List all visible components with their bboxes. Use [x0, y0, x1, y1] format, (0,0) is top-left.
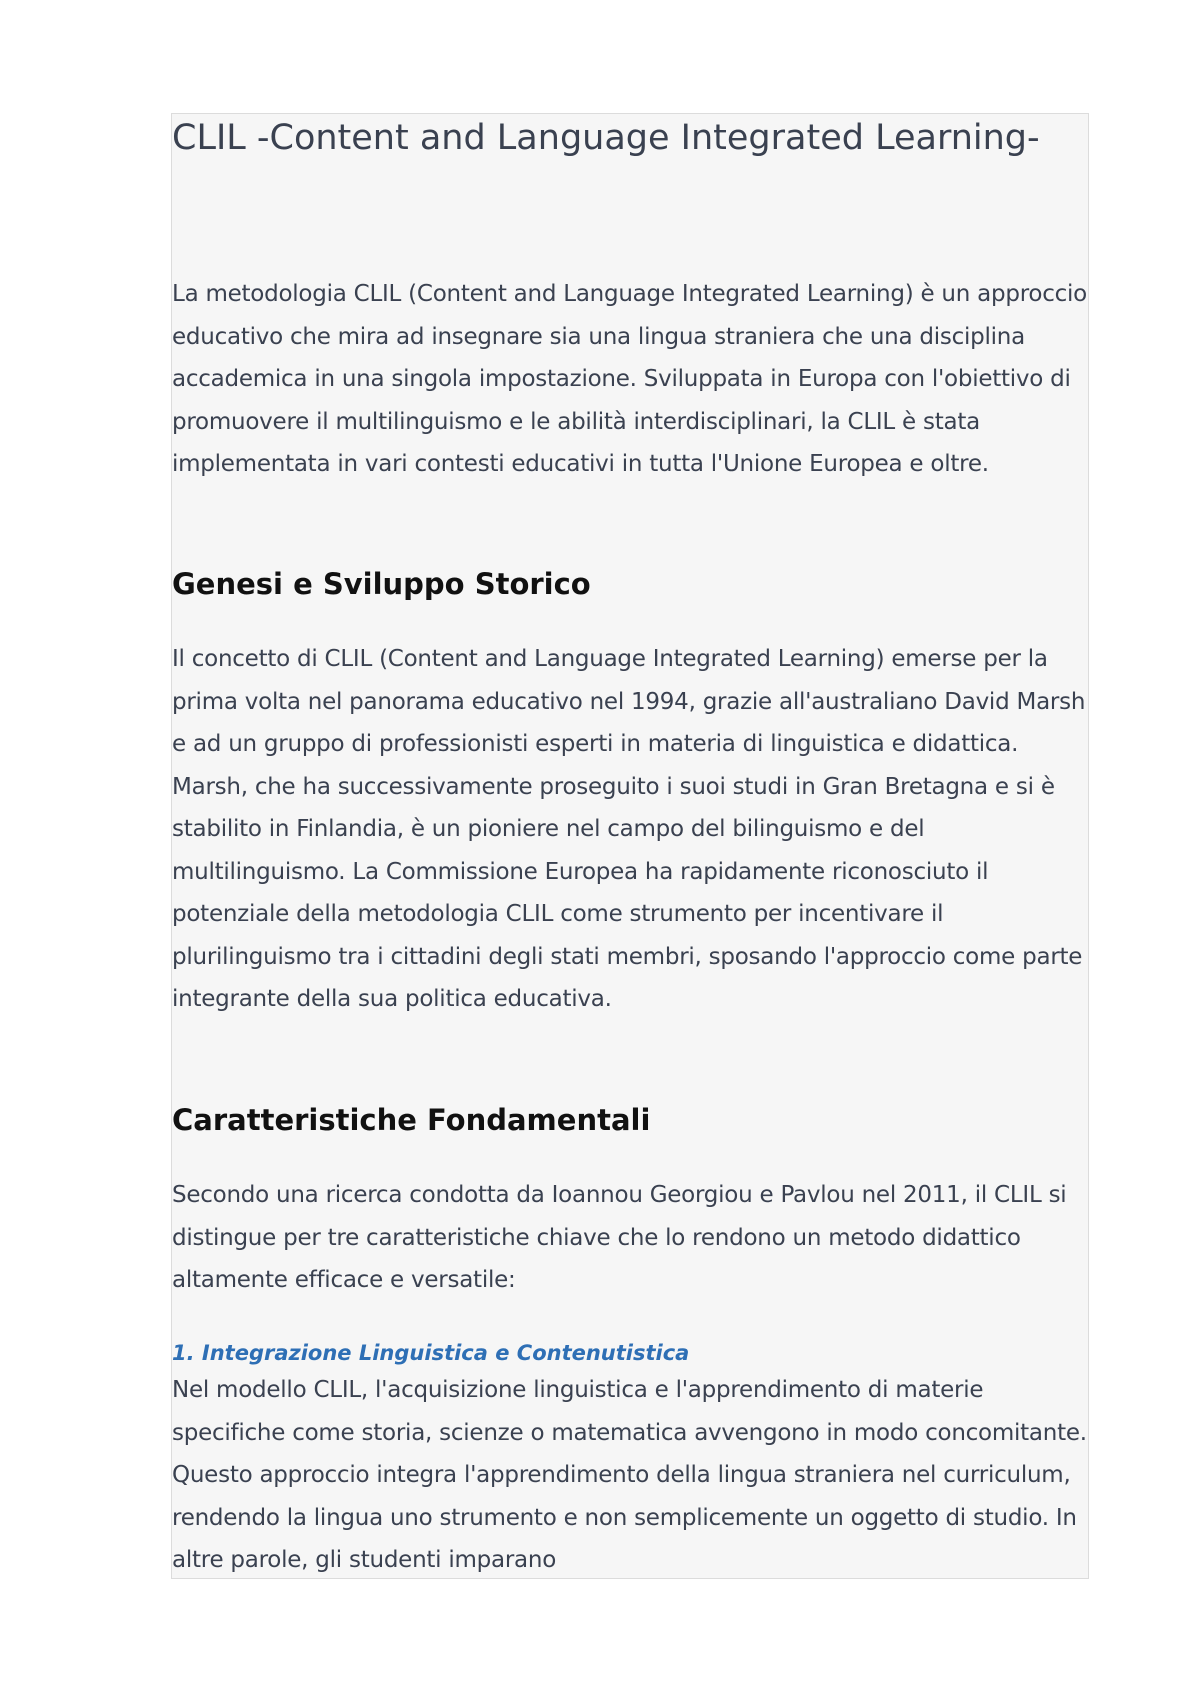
subsection-heading-integrazione: 1. Integrazione Linguistica e Contenutistica: [172, 1341, 690, 1365]
section-heading-genesi: Genesi e Sviluppo Storico: [172, 567, 591, 601]
document-title: CLIL -Content and Language Integrated Learning-: [172, 118, 1040, 158]
section-paragraph-caratteristiche: Secondo una ricerca condotta da Ioannou Georgiou e Pavlou nel 2011, il CLIL si distingue per tre caratteristiche chiave che lo rendono un metodo didattico altamente efficace e versatile:: [172, 1182, 1067, 1293]
subsection-paragraph-integrazione: Nel modello CLIL, l'acquisizione linguistica e l'apprendimento di materie specifiche come storia, scienze o matematica avvengono in modo concomitante. Questo approccio integra l'apprendimento della lingua straniera nel curriculum, rendendo la lingua uno strumento e non semplicemente un oggetto di studio. In altre parole, gli studenti imparano: [172, 1377, 1087, 1573]
section-heading-caratteristiche: Caratteristiche Fondamentali: [172, 1103, 651, 1137]
intro-paragraph: La metodologia CLIL (Content and Language Integrated Learning) è un approccio educativo che mira ad insegnare sia una lingua straniera che una disciplina accademica in una singola impostazione. Sviluppata in Europa con l'obiettivo di promuovere il multilinguismo e le abilità interdisciplinari, la CLIL è stata implementata in vari contesti educativi in tutta l'Unione Europea e oltre.: [172, 281, 1087, 477]
section-paragraph-genesi: Il concetto di CLIL (Content and Language Integrated Learning) emerse per la prima volta nel panorama educativo nel 1994, grazie all'australiano David Marsh e ad un gruppo di professionisti esperti in materia di linguistica e didattica. Marsh, che ha successivamente proseguito i suoi studi in Gran Bretagna e si è stabilito in Finlandia, è un pioniere nel campo del bilinguismo e del multilinguismo. La Commissione Europea ha rapidamente riconosciuto il potenziale della metodologia CLIL come strumento per incentivare il plurilinguismo tra i cittadini degli stati membri, sposando l'approccio come parte integrante della sua politica educativa.: [172, 646, 1086, 1012]
content-area: [171, 113, 1089, 1579]
